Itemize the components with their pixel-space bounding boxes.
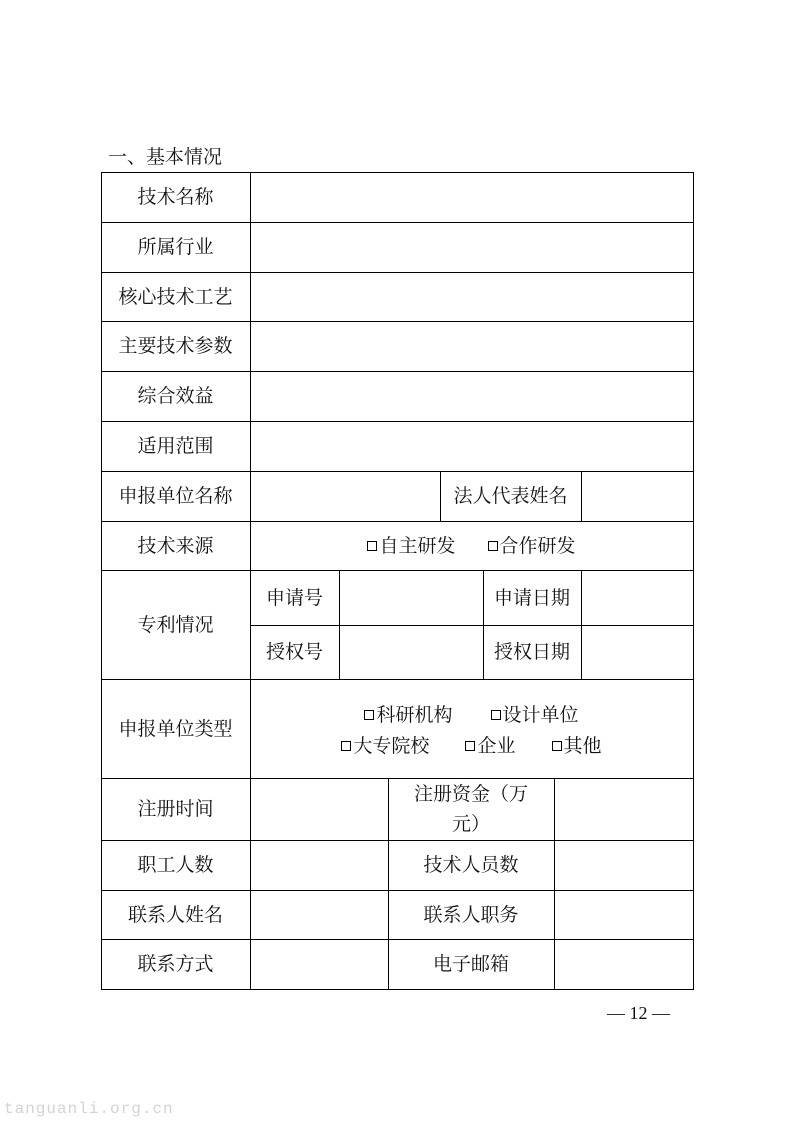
input-main-params[interactable] [251, 322, 693, 371]
input-scope[interactable] [251, 422, 693, 471]
checkbox-icon[interactable] [341, 741, 351, 751]
option-enterprise[interactable]: 企业 [465, 731, 515, 761]
checkbox-icon[interactable] [367, 541, 377, 551]
label-grant-no: 授权号 [265, 641, 323, 663]
checkbox-icon[interactable] [488, 541, 498, 551]
input-unit-name[interactable] [251, 472, 440, 521]
input-email[interactable] [555, 940, 693, 989]
input-reg-capital[interactable] [555, 779, 693, 840]
option-design-unit[interactable]: 设计单位 [491, 700, 579, 730]
option-other[interactable]: 其他 [552, 731, 602, 761]
label-reg-capital: 注册资金（万元） [413, 783, 528, 835]
label-unit-name: 申报单位名称 [118, 485, 233, 507]
basic-info-form [101, 172, 694, 990]
rule [101, 989, 694, 990]
label-staff-count: 职工人数 [137, 854, 214, 876]
input-staff-count[interactable] [251, 841, 388, 890]
label-tech-name: 技术名称 [137, 186, 214, 208]
label-app-no: 申请号 [265, 586, 323, 609]
option-college[interactable]: 大专院校 [341, 731, 429, 761]
input-app-date[interactable] [582, 571, 693, 625]
label-contact: 联系方式 [137, 953, 214, 975]
label-benefit: 综合效益 [137, 385, 214, 407]
checkbox-icon[interactable] [465, 741, 475, 751]
label-core-process: 核心技术工艺 [118, 285, 233, 308]
input-reg-time[interactable] [251, 779, 388, 840]
unit-type-options [250, 679, 693, 778]
input-app-no[interactable] [340, 571, 483, 625]
label-email: 电子邮箱 [432, 953, 509, 975]
input-tech-name[interactable] [251, 173, 693, 222]
option-self-developed[interactable]: 自主研发 [367, 531, 455, 561]
input-contact-title[interactable] [555, 891, 693, 939]
input-legal-rep[interactable] [582, 472, 693, 521]
label-legal-rep: 法人代表姓名 [453, 485, 568, 507]
label-app-date: 申请日期 [493, 586, 570, 609]
section-title: 一、基本情况 [108, 146, 223, 168]
checkbox-icon[interactable] [552, 741, 562, 751]
checkbox-icon[interactable] [364, 710, 374, 720]
input-grant-date[interactable] [582, 626, 693, 679]
input-tech-staff[interactable] [555, 841, 693, 890]
watermark: tanguanli.org.cn [4, 1100, 174, 1118]
label-grant-date: 授权日期 [493, 641, 570, 663]
rule [693, 172, 694, 990]
input-core-process[interactable] [251, 273, 693, 321]
label-main-params: 主要技术参数 [118, 335, 233, 357]
label-industry: 所属行业 [137, 236, 214, 258]
label-contact-name: 联系人姓名 [127, 903, 223, 926]
input-benefit[interactable] [251, 372, 693, 421]
label-unit-type: 申报单位类型 [118, 717, 233, 740]
page-number: — 12 — [607, 1003, 670, 1023]
checkbox-icon[interactable] [491, 710, 501, 720]
input-grant-no[interactable] [340, 626, 483, 679]
label-reg-time: 注册时间 [137, 798, 214, 820]
label-tech-staff: 技术人员数 [423, 854, 519, 876]
option-research-institute[interactable]: 科研机构 [364, 700, 452, 730]
input-contact[interactable] [251, 940, 388, 989]
input-contact-name[interactable] [251, 891, 388, 939]
tech-source-options [250, 521, 693, 570]
option-co-developed[interactable]: 合作研发 [488, 531, 576, 561]
label-tech-source: 技术来源 [137, 534, 214, 557]
label-patent: 专利情况 [137, 613, 214, 636]
input-industry[interactable] [251, 223, 693, 272]
label-contact-title: 联系人职务 [423, 903, 519, 926]
label-scope: 适用范围 [137, 435, 214, 457]
